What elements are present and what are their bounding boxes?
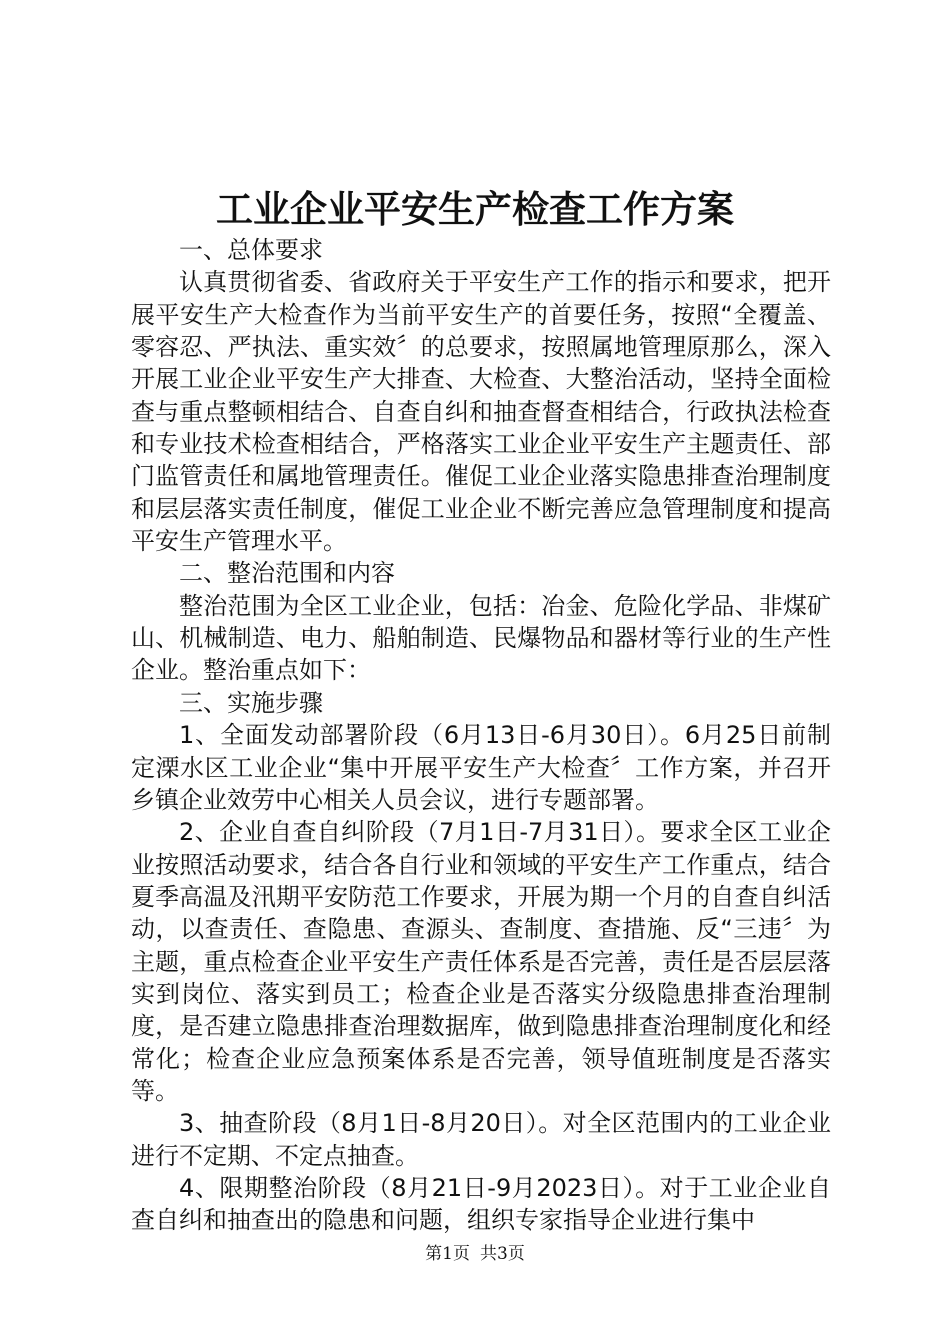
paragraph-step-2: 2、企业自查自纠阶段（7月1日-7月31日）。要求全区工业企业按照活动要求，结合各自行业和领域的平安生产工作重点，结合夏季高温及汛期平安防范工作要求，开展为期一个月的自查自纠活动，以查责任、查隐患、查源头、查制度、查措施、反“三违〞为主题，重点检查企业平安生产责任体系是否完善，责任是否层层落实到岗位、落实到员工；检查企业是否落实分级隐患排查治理制度，是否建立隐患排查治理数据库，做到隐患排查治理制度化和经常化；检查企业应急预案体系是否完善，领导值班制度是否落实等。 <box>131 818 831 1105</box>
section-heading-scope: 二、整治范围和内容 <box>179 559 395 588</box>
section-heading-general-requirements: 一、总体要求 <box>179 236 323 264</box>
paragraph-step-4: 4、限期整治阶段（8月21日-9月2023日）。对于工业企业自查自纠和抽查出的隐患和问题，组织专家指导企业进行集中 <box>131 1173 831 1235</box>
page-total: 共3页 <box>480 1244 525 1264</box>
document-body <box>131 234 831 1237</box>
page-number: 第1页 <box>425 1244 470 1264</box>
paragraph-general-requirements: 认真贯彻省委、省政府关于平安生产工作的指示和要求，把开展平安生产大检查作为当前平安生产的首要任务，按照“全覆盖、零容忍、严执法、重实效〞的总要求，按照属地管理原那么，深入开展工业企业平安生产大排查、大检查、大整治活动，坚持全面检查与重点整顿相结合、自查自纠和抽查督查相结合，行政执法检查和专业技术检查相结合，严格落实工业企业平安生产主题责任、部门监管责任和属地管理责任。催促工业企业落实隐患排查治理制度和层层落实责任制度，催促工业企业不断完善应急管理制度和提高平安生产管理水平。 <box>131 268 831 556</box>
page-footer <box>0 1243 950 1265</box>
paragraph-step-3: 3、抽查阶段（8月1日-8月20日）。对全区范围内的工业企业进行不定期、不定点抽查。 <box>131 1109 831 1170</box>
paragraph-scope: 整治范围为全区工业企业，包括：冶金、危险化学品、非煤矿山、机械制造、电力、船舶制造、民爆物品和器材等行业的生产性企业。整治重点如下： <box>131 591 831 685</box>
section-heading-steps: 三、实施步骤 <box>179 688 323 717</box>
document-title: 工业企业平安生产检查工作方案 <box>216 187 734 231</box>
paragraph-step-1: 1、全面发动部署阶段（6月13日-6月30日）。6月25日前制定溧水区工业企业“集中开展平安生产大检查〞工作方案，并召开乡镇企业效劳中心相关人员会议，进行专题部署。 <box>131 721 831 814</box>
